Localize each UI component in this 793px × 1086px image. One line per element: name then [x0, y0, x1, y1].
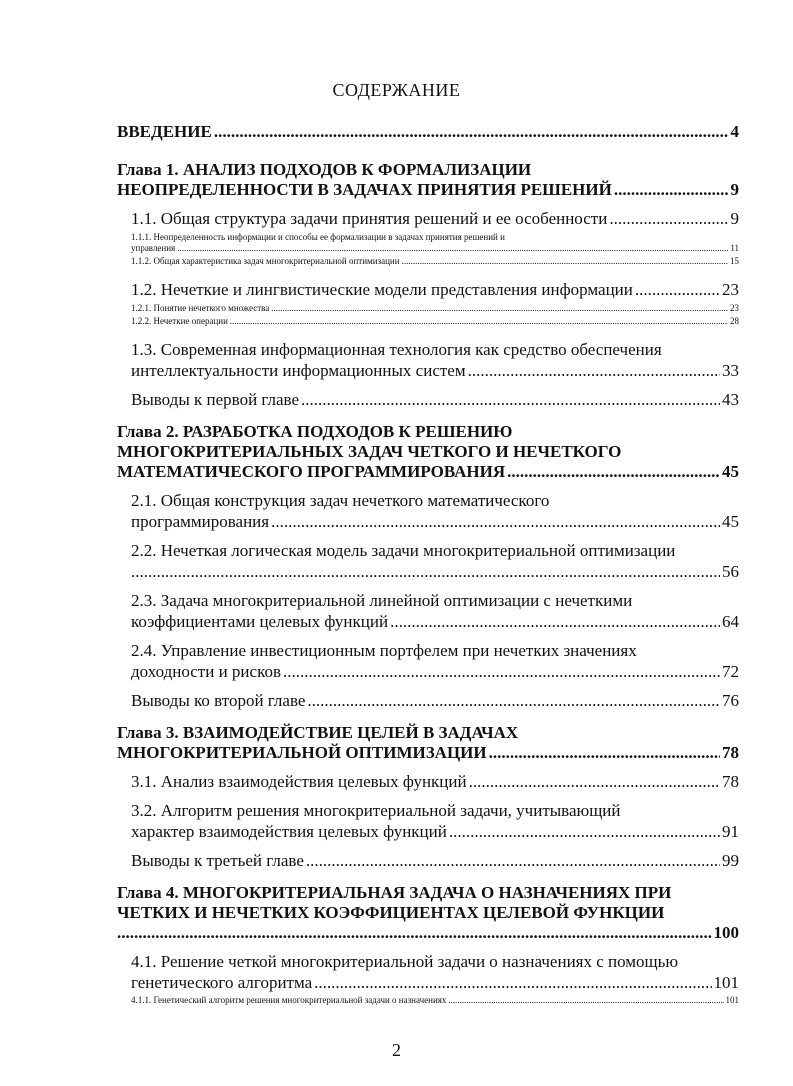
dot-leader: [469, 771, 720, 792]
dot-leader: [301, 389, 720, 410]
toc-section-2-2[interactable]: [131, 540, 739, 582]
dot-leader: [489, 743, 720, 763]
toc-entry-page: 99: [722, 851, 739, 870]
toc-entry-label: 1.2.2. Нечеткие операции: [131, 316, 228, 326]
table-of-contents: [117, 122, 739, 1006]
dot-leader: [507, 462, 720, 482]
toc-chapter-3[interactable]: [117, 723, 739, 763]
toc-entry-page: 9: [730, 180, 739, 199]
toc-subsection-1-2-1[interactable]: [131, 303, 739, 314]
toc-section-1-1[interactable]: [131, 208, 739, 229]
toc-section-2-conclusions[interactable]: [131, 690, 739, 711]
toc-section-4-1[interactable]: [131, 951, 739, 993]
dot-leader: [131, 561, 720, 582]
toc-entry-page: 28: [730, 316, 739, 326]
dot-leader: [307, 690, 720, 711]
dot-leader: [117, 923, 712, 943]
toc-entry-label: 1.1. Общая структура задачи принятия решений и ее особенности: [131, 209, 608, 228]
toc-section-3-1[interactable]: [131, 771, 739, 792]
dot-leader: [177, 243, 728, 254]
toc-entry-page: 78: [722, 772, 739, 791]
dot-leader: [448, 995, 723, 1006]
toc-chapter-title-line: МНОГОКРИТЕРИАЛЬНОЙ ОПТИМИЗАЦИИ: [117, 743, 487, 762]
toc-chapter-title-line: МАТЕМАТИЧЕСКОГО ПРОГРАММИРОВАНИЯ: [117, 462, 506, 481]
toc-subsection-1-2-2[interactable]: [131, 316, 739, 327]
dot-leader: [271, 511, 720, 532]
toc-entry-label: 2.4. Управление инвестиционным портфелем при нечетких значениях: [131, 641, 637, 660]
toc-entry-page: 101: [725, 995, 739, 1005]
toc-entry-label: 1.2. Нечеткие и лингвистические модели представления информации: [131, 280, 633, 299]
toc-chapter-title-line: Глава 4. МНОГОКРИТЕРИАЛЬНАЯ ЗАДАЧА О НАЗНАЧЕНИЯХ ПРИ: [117, 883, 672, 902]
toc-chapter-title-line: НЕОПРЕДЕЛЕННОСТИ В ЗАДАЧАХ ПРИНЯТИЯ РЕШЕНИЙ: [117, 180, 612, 199]
toc-entry-page: 56: [722, 562, 739, 581]
toc-section-3-conclusions[interactable]: [131, 850, 739, 871]
toc-entry-label: Выводы к первой главе: [131, 390, 300, 409]
toc-entry-page: 76: [722, 691, 739, 710]
toc-entry-label: доходности и рисков: [131, 662, 281, 681]
toc-entry-label: 1.1.1. Неопределенность информации и способы ее формализации в задачах принятия решений и: [131, 232, 505, 242]
toc-entry-page: 43: [722, 390, 739, 409]
toc-entry-page: 78: [722, 743, 739, 762]
toc-entry-page: 100: [713, 923, 739, 942]
toc-entry-page: 101: [713, 973, 739, 992]
toc-subsection-4-1-1[interactable]: [131, 995, 739, 1006]
toc-chapter-title-line: Глава 3. ВЗАИМОДЕЙСТВИЕ ЦЕЛЕЙ В ЗАДАЧАХ: [117, 723, 519, 742]
toc-section-1-2[interactable]: [131, 279, 739, 300]
toc-entry-page: 45: [722, 512, 739, 531]
toc-entry-label: коэффициентами целевых функций: [131, 612, 389, 631]
dot-leader: [614, 180, 729, 200]
toc-entry-label: характер взаимодействия целевых функций: [131, 822, 447, 841]
dot-leader: [609, 208, 728, 229]
toc-section-1-conclusions[interactable]: [131, 389, 739, 410]
toc-entry-page: 11: [730, 243, 739, 253]
dot-leader: [402, 256, 728, 267]
toc-subsection-1-1-2[interactable]: [131, 256, 739, 267]
toc-entry-label: генетического алгоритма: [131, 973, 313, 992]
toc-section-2-1[interactable]: [131, 490, 739, 532]
dot-leader: [271, 303, 728, 314]
toc-entry-label: интеллектуальности информационных систем: [131, 361, 466, 380]
toc-entry-page: 64: [722, 612, 739, 631]
toc-entry-label: ВВЕДЕНИЕ: [117, 122, 212, 141]
toc-entry-page: 72: [722, 662, 739, 681]
toc-chapter-2[interactable]: [117, 422, 739, 482]
toc-entry-page: 33: [722, 361, 739, 380]
toc-entry-label: Выводы к третьей главе: [131, 851, 304, 870]
toc-section-2-3[interactable]: [131, 590, 739, 632]
toc-entry-label: 2.1. Общая конструкция задач нечеткого математического: [131, 491, 550, 510]
toc-entry-page: 45: [722, 462, 739, 481]
dot-leader: [314, 972, 711, 993]
toc-entry-label: 3.1. Анализ взаимодействия целевых функций: [131, 772, 467, 791]
toc-chapter-title-line: ЧЕТКИХ И НЕЧЕТКИХ КОЭФФИЦИЕНТАХ ЦЕЛЕВОЙ ФУНКЦИИ: [117, 903, 665, 922]
dot-leader: [635, 279, 720, 300]
toc-entry-page: 23: [730, 303, 739, 313]
toc-entry-label: 1.2.1. Понятие нечеткого множества: [131, 303, 270, 313]
toc-entry-label: 3.2. Алгоритм решения многокритериальной задачи, учитывающий: [131, 801, 621, 820]
toc-entry-label: 2.2. Нечеткая логическая модель задачи многокритериальной оптимизации: [131, 541, 676, 560]
page-number: 2: [392, 1040, 401, 1060]
toc-chapter-title-line: Глава 1. АНАЛИЗ ПОДХОДОВ К ФОРМАЛИЗАЦИИ: [117, 160, 532, 179]
toc-entry-page: 4: [730, 122, 739, 141]
toc-entry-page: 9: [730, 209, 739, 228]
toc-entry-label: управления: [131, 243, 176, 253]
dot-leader: [230, 316, 728, 327]
toc-entry-label: Выводы ко второй главе: [131, 691, 306, 710]
dot-leader: [468, 360, 720, 381]
toc-section-3-2[interactable]: [131, 800, 739, 842]
dot-leader: [449, 821, 720, 842]
toc-entry-introduction[interactable]: [117, 122, 739, 142]
toc-entry-page: 23: [722, 280, 739, 299]
toc-subsection-1-1-1[interactable]: [131, 232, 739, 254]
toc-entry-label: программирования: [131, 512, 270, 531]
toc-chapter-title-line: Глава 2. РАЗРАБОТКА ПОДХОДОВ К РЕШЕНИЮ: [117, 422, 513, 441]
toc-entry-page: 91: [722, 822, 739, 841]
toc-section-2-4[interactable]: [131, 640, 739, 682]
toc-section-1-3[interactable]: [131, 339, 739, 381]
toc-entry-page: 15: [730, 256, 739, 266]
dot-leader: [214, 122, 729, 142]
page-title: СОДЕРЖАНИЕ: [332, 80, 461, 100]
toc-entry-label: 2.3. Задача многокритериальной линейной оптимизации с нечеткими: [131, 591, 633, 610]
toc-entry-label: 1.1.2. Общая характеристика задач многокритериальной оптимизации: [131, 256, 400, 266]
dot-leader: [306, 850, 720, 871]
toc-entry-label: 4.1.1. Генетический алгоритм решения многокритериальной задачи о назначениях: [131, 995, 447, 1005]
dot-leader: [390, 611, 720, 632]
toc-chapter-1[interactable]: [117, 160, 739, 200]
toc-chapter-4[interactable]: [117, 883, 739, 943]
toc-entry-label: 4.1. Решение четкой многокритериальной задачи о назначениях с помощью: [131, 952, 679, 971]
toc-chapter-title-line: МНОГОКРИТЕРИАЛЬНЫХ ЗАДАЧ ЧЕТКОГО И НЕЧЕТКОГО: [117, 442, 622, 461]
dot-leader: [283, 661, 720, 682]
toc-entry-label: 1.3. Современная информационная технология как средство обеспечения: [131, 340, 662, 359]
